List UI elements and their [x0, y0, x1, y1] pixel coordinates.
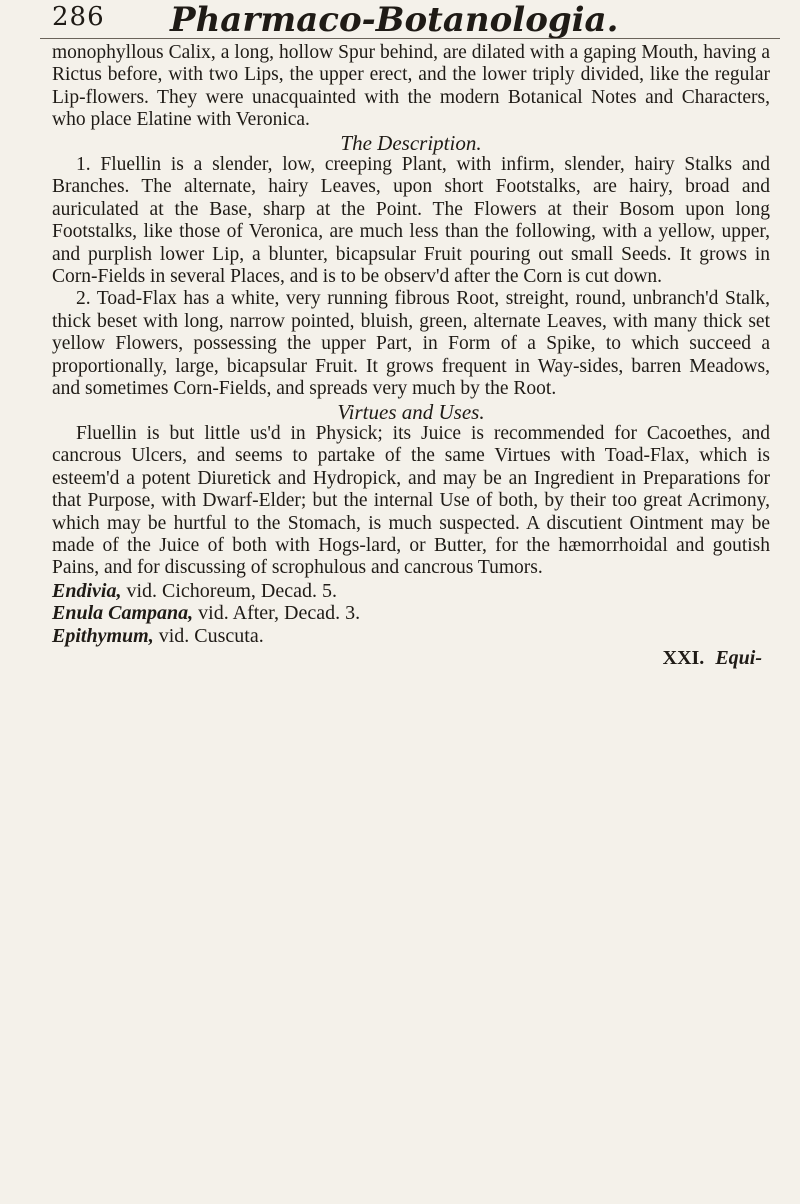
cross-reference — [52, 602, 770, 624]
virtues-paragraph: Fluellin is but little us'd in Physick; its Juice is recommended for Cacoethes, and cancrous Ulcers, and seems to partake of the same Virtues with Toad-Flax, which is esteem'd a potent Diuretick and Hydropick, and may be an Ingredient in Preparations for that Purpose, with Dwarf-Elder; but the internal Use of both, by their too great Acrimony, which may be hurtful to the Stomach, is much suspected. A discutient Ointment may be made of the Juice of both with Hogs-lard, or Butter, for the hæmorrhoidal and goutish Pains, and for discussing of scrophulous and cancrous Tumors. — [52, 422, 770, 579]
catchword — [52, 647, 770, 669]
xref-target: vid. Cuscuta. — [158, 624, 264, 647]
xref-term: Endivia, — [52, 579, 122, 602]
signature-mark: XXI. — [662, 646, 705, 669]
cross-reference — [52, 625, 770, 647]
xref-term: Enula Campana, — [52, 602, 194, 625]
description-paragraph-2: 2. Toad-Flax has a white, very running fibrous Root, streight, round, unbranch'd Stalk, thick beset with long, narrow pointed, bluish, green, alternate Leaves, with many thick set yellow Flowers, possessing the upper Part, in Form of a Spike, to which succeed a proportionally, large, bicapsular Fruit. It grows frequent in Way-sides, barren Meadows, and sometimes Corn-Fields, and spreads very much by the Root. — [52, 288, 770, 400]
xref-target: vid. Cichoreum, Decad. 5. — [126, 579, 337, 602]
page-header — [40, 0, 780, 40]
header-rule — [40, 38, 780, 39]
intro-paragraph: monophyllous Calix, a long, hollow Spur behind, are dilated with a gaping Mouth, having a Rictus before, with two Lips, the upper erect, and the lower triply divided, like the regular Lip-flowers. They were unacquainted with the modern Botanical Notes and Characters, who place Elatine with Veronica. — [52, 42, 770, 131]
body-text — [52, 42, 770, 669]
description-paragraph-1: 1. Fluellin is a slender, low, creeping Plant, with infirm, slender, hairy Stalks and Branches. The alternate, hairy Leaves, upon short Footstalks, are hairy, broad and auriculated at the Base, sharp at the Point. The Flowers at their Bosom upon long Footstalks, like those of Veronica, are much less than the following, with a yellow, upper, and purplish lower Lip, a blunter, bicapsular Fruit pouring out small Seeds. It grows in Corn-Fields in several Places, and is to be observ'd after the Corn is cut down. — [52, 154, 770, 288]
running-title: Pharmaco-Botanologia. — [170, 0, 619, 40]
xref-term: Epithymum, — [52, 624, 154, 647]
xref-target: vid. After, Decad. 3. — [198, 602, 361, 625]
catchword-text: Equi- — [715, 646, 762, 669]
cross-reference — [52, 580, 770, 602]
section-heading-description: The Description. — [340, 130, 482, 155]
section-heading-virtues: Virtues and Uses. — [337, 399, 485, 424]
page-number: 286 — [52, 2, 105, 32]
